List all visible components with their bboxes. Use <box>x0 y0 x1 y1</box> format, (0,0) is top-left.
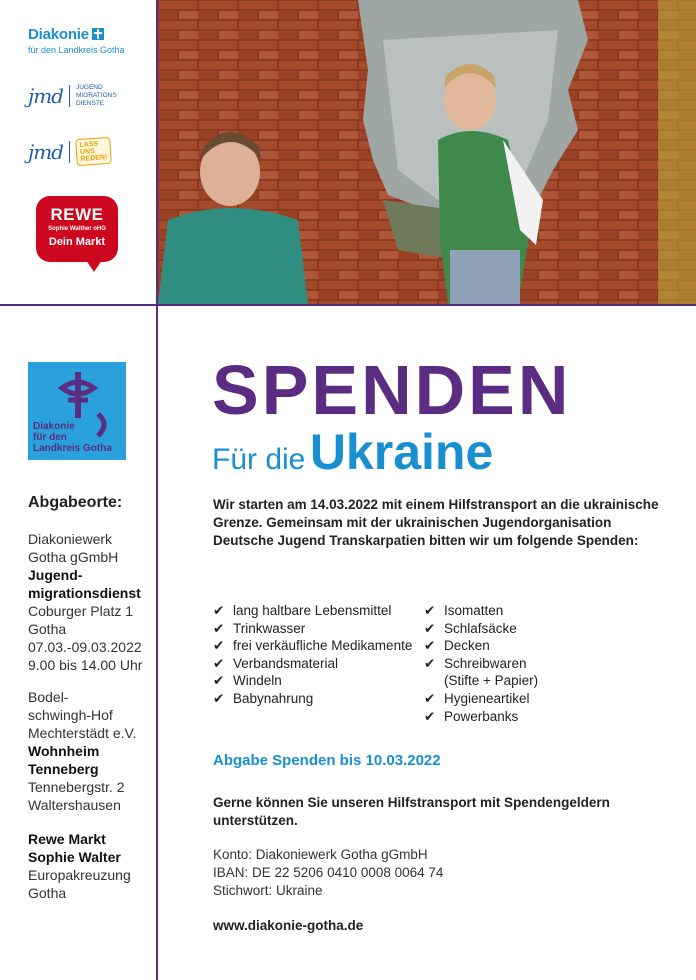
list-item: ✔ Powerbanks <box>424 708 519 724</box>
list-item: ✔ Babynahrung <box>213 690 314 706</box>
jmd-text: JUGEND MIGRATIONS DIENSTE <box>75 84 117 107</box>
list-item: ✔ Hygieneartikel <box>424 690 530 706</box>
jmd-logo <box>28 84 117 108</box>
list-item: ✔ lang haltbare Lebensmittel <box>213 603 392 618</box>
website-link[interactable]: www.diakonie-gotha.de <box>213 918 364 933</box>
check-icon: ✔ <box>213 620 225 636</box>
list-item: ✔ Isomatten <box>424 603 504 618</box>
list-item: ✔ Schlafsäcke <box>424 620 517 636</box>
subtitle-small: Für die <box>212 443 306 476</box>
page-title: SPENDEN <box>212 351 572 429</box>
check-icon: ✔ <box>213 673 225 689</box>
check-icon: ✔ <box>213 655 225 671</box>
support-text: Gerne können Sie unseren Hilfstransport mit Spendengeldern unterstützen. <box>213 795 610 828</box>
intro-text: Wir starten am 14.03.2022 mit einem Hilfstransport an die ukrainische Grenze. Gemeinsam mit der ukrainischen Jugendorganisation Deutsche Jugend Transkarpatien bitten wir um folgende Spenden: <box>213 497 659 548</box>
diakonie-logo-name: Diakonie <box>28 26 89 43</box>
bank-iban: IBAN: DE 22 5206 0410 0008 0064 74 <box>213 865 444 880</box>
check-icon: ✔ <box>424 620 436 636</box>
cross-icon <box>92 28 104 40</box>
check-icon: ✔ <box>424 603 436 618</box>
rewe-logo: REWE Sophie Walther oHG Dein Markt <box>36 196 118 262</box>
horizontal-divider <box>0 304 696 306</box>
list-item: ✔ Schreibwaren (Stifte + Papier) <box>424 655 539 689</box>
children-photo <box>158 0 696 304</box>
donation-list-left <box>213 602 413 708</box>
jmd-mark: jmd <box>28 139 63 164</box>
check-icon: ✔ <box>213 638 225 654</box>
check-icon: ✔ <box>424 638 436 654</box>
list-item: ✔ frei verkäufliche Medikamente <box>213 638 413 654</box>
bank-account: Konto: Diakoniewerk Gotha gGmbH <box>213 847 428 862</box>
bank-details <box>213 846 443 900</box>
list-item: ✔ Verbandsmaterial <box>213 655 339 671</box>
list-item: ✔ Trinkwasser <box>213 620 306 636</box>
subtitle-big: Ukraine <box>309 424 494 480</box>
page-subtitle <box>212 424 493 493</box>
abgabeorte-heading: Abgabeorte: <box>28 494 123 511</box>
location-rewe-markt: Rewe Markt Sophie Walter Europakreuzung Gotha <box>28 831 131 901</box>
diakonie-square-logo <box>28 362 126 460</box>
check-icon: ✔ <box>424 690 436 706</box>
list-item: ✔ Decken <box>424 638 490 654</box>
diakonie-logo <box>28 26 138 55</box>
location-wohnheim-tenneberg: Bodel- schwingh-Hof Mechterstädt e.V. Wohnheim Tenneberg Tennebergstr. 2 Waltershausen <box>28 689 137 813</box>
donation-list-right <box>424 602 564 725</box>
jmd-mark: jmd <box>28 84 63 108</box>
list-item: ✔ Windeln <box>213 673 282 689</box>
bank-keyword: Stichwort: Ukraine <box>213 883 323 898</box>
check-icon: ✔ <box>213 603 225 618</box>
donation-deadline: Abgabe Spenden bis 10.03.2022 <box>213 752 441 769</box>
photo-illustration <box>158 0 696 304</box>
jmd-lass-uns-reden-logo <box>28 138 111 165</box>
check-icon: ✔ <box>424 708 436 724</box>
diakonie-logo-subtitle: für den Landkreis Gotha <box>28 45 125 55</box>
lass-uns-reden-badge: LASS UNS REDEN! <box>75 137 112 166</box>
check-icon: ✔ <box>213 690 225 706</box>
location-jugendmigrationsdienst: Diakoniewerk Gotha gGmbH Jugend- migrationsdienst Coburger Platz 1 Gotha 07.03.-09.03.2022 9.00 bis 14.00 Uhr <box>28 531 143 673</box>
check-icon: ✔ <box>424 655 436 671</box>
diakonie-square-logo-text: Diakonie für den Landkreis Gotha <box>33 421 112 454</box>
